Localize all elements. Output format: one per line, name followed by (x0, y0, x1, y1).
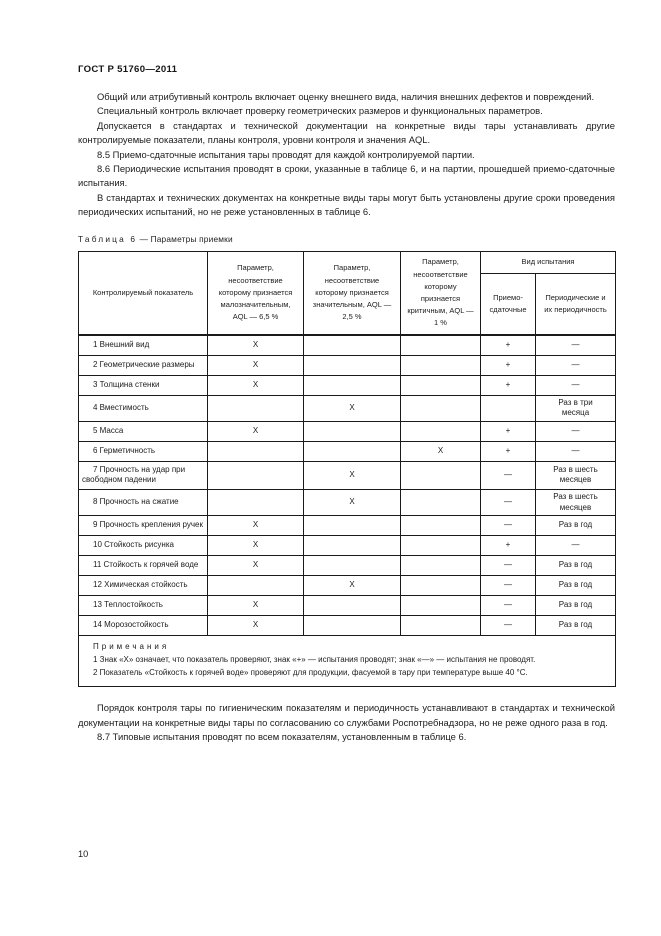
row-label: 3 Толщина стенки (79, 375, 208, 395)
table-caption-title: — Параметры приемки (139, 233, 233, 244)
aql-1-value (401, 335, 481, 355)
aql-1-value (401, 490, 481, 516)
periodic-value: Раз в год (536, 596, 616, 616)
aql-6-5-value: X (208, 616, 304, 636)
aql-6-5-value: X (208, 355, 304, 375)
aql-2-5-value (304, 556, 401, 576)
periodic-value: — (536, 441, 616, 461)
aql-6-5-value: X (208, 596, 304, 616)
aql-1-value (401, 616, 481, 636)
acceptance-value: — (481, 516, 536, 536)
row-label: 10 Стойкость рисунка (79, 536, 208, 556)
table-row (79, 536, 616, 556)
row-label: 2 Геометрические размеры (79, 355, 208, 375)
clause-8-5-paragraph: 8.5 Приемо-сдаточные испытания тары проводят для каждой контролируемой партии. (97, 148, 475, 160)
acceptance-value: + (481, 335, 536, 355)
periodic-value: — (536, 536, 616, 556)
intro-paragraph-6: В стандартах и технических документах на конкретные виды тары могут быть установлены другие сроки проведения периодических испытаний, но не реже установленных в таблице 6. (78, 191, 615, 218)
table-header (79, 251, 616, 335)
note-item-1: 1 Знак «X» означает, что показатель проверяют, знак «+» — испытания проводят; знак «—» — испытания не проводят. (93, 654, 536, 664)
aql-2-5-value: X (304, 461, 401, 489)
acceptance-value: — (481, 556, 536, 576)
aql-2-5-value (304, 441, 401, 461)
aql-1-value: X (401, 441, 481, 461)
aql-6-5-value: X (208, 536, 304, 556)
aql-1-value (401, 461, 481, 489)
intro-paragraph-3: Допускается в стандартах и технической документации на конкретные виды тары устанавливать другие контролируемые показатели, планы контроля, уровни контроля и значения AQL. (78, 119, 615, 146)
table-caption-label: Таблица 6 (78, 233, 138, 244)
table-row (79, 375, 616, 395)
aql-6-5-value (208, 395, 304, 421)
aql-1-value (401, 355, 481, 375)
header-test-type-group: Вид испытания (481, 251, 616, 273)
aql-2-5-value (304, 596, 401, 616)
periodic-value: — (536, 335, 616, 355)
acceptance-value: + (481, 536, 536, 556)
aql-6-5-value: X (208, 335, 304, 355)
acceptance-parameters-table (78, 251, 616, 688)
notes-heading: Примечания (93, 642, 170, 652)
row-label: 1 Внешний вид (79, 335, 208, 355)
table-row (79, 576, 616, 596)
aql-1-value (401, 536, 481, 556)
table-row (79, 556, 616, 576)
periodic-value: Раз в год (536, 616, 616, 636)
table-row (79, 395, 616, 421)
page-number: 10 (78, 849, 89, 859)
row-label: 14 Морозостойкость (79, 616, 208, 636)
aql-2-5-value (304, 536, 401, 556)
aql-6-5-value (208, 441, 304, 461)
table-row (79, 490, 616, 516)
periodic-value: — (536, 375, 616, 395)
header-aql-2-5: Параметр, несоответствие которому признается значительным, AQL — 2,5 % (304, 251, 401, 335)
aql-6-5-value (208, 461, 304, 489)
aql-2-5-value (304, 355, 401, 375)
acceptance-value: + (481, 421, 536, 441)
aql-1-value (401, 395, 481, 421)
table-row (79, 421, 616, 441)
acceptance-value: — (481, 576, 536, 596)
periodic-value: Раз в год (536, 576, 616, 596)
closing-section (78, 701, 615, 744)
acceptance-value: — (481, 490, 536, 516)
periodic-value: Раз в год (536, 516, 616, 536)
table-footer (79, 636, 616, 687)
table-body (79, 335, 616, 636)
table-row (79, 441, 616, 461)
clause-8-7-paragraph: 8.7 Типовые испытания проводят по всем показателям, установленным в таблице 6. (97, 731, 467, 743)
row-label: 9 Прочность крепления ручек (79, 516, 208, 536)
aql-6-5-value: X (208, 375, 304, 395)
row-label: 4 Вместимость (79, 395, 208, 421)
aql-1-value (401, 596, 481, 616)
aql-2-5-value: X (304, 490, 401, 516)
aql-1-value (401, 516, 481, 536)
acceptance-value: — (481, 616, 536, 636)
aql-2-5-value (304, 616, 401, 636)
aql-1-value (401, 576, 481, 596)
aql-1-value (401, 421, 481, 441)
table-notes (79, 636, 616, 687)
table-row (79, 355, 616, 375)
row-label: 8 Прочность на сжатие (79, 490, 208, 516)
table-row (79, 461, 616, 489)
aql-2-5-value: X (304, 576, 401, 596)
intro-paragraph-1: Общий или атрибутивный контроль включает оценку внешнего вида, наличия внешних дефектов и повреждений. (97, 91, 595, 102)
row-label: 7 Прочность на удар при свободном падении (79, 461, 208, 489)
header-aql-1: Параметр, несоответствие которому признается критичным, AQL — 1 % (401, 251, 481, 335)
aql-6-5-value: X (208, 556, 304, 576)
header-aql-6-5: Параметр, несоответствие которому признается малозначительным, AQL — 6,5 % (208, 251, 304, 335)
row-label: 11 Стойкость к горячей воде (79, 556, 208, 576)
clause-8-6-paragraph: 8.6 Периодические испытания проводят в сроки, указанные в таблице 6, и на партии, прошедшей приемо-сдаточные испытания. (78, 163, 615, 189)
periodic-value: — (536, 355, 616, 375)
acceptance-value: + (481, 355, 536, 375)
aql-1-value (401, 375, 481, 395)
header-indicator: Контролируемый показатель (79, 251, 208, 335)
table-row (79, 596, 616, 616)
row-label: 6 Герметичность (79, 441, 208, 461)
acceptance-value: + (481, 375, 536, 395)
header-periodic: Периодические и их периодичность (536, 273, 616, 335)
row-label: 5 Масса (79, 421, 208, 441)
periodic-value: Раз в три месяца (536, 395, 616, 421)
acceptance-value: — (481, 596, 536, 616)
aql-2-5-value (304, 335, 401, 355)
document-title: ГОСТ Р 51760—2011 (78, 64, 178, 75)
intro-paragraph-2: Специальный контроль включает проверку геометрических размеров и функциональных параметров. (97, 105, 543, 117)
acceptance-value: — (481, 461, 536, 489)
periodic-value: — (536, 421, 616, 441)
periodic-value: Раз в шесть месяцев (536, 490, 616, 516)
acceptance-value (481, 395, 536, 421)
table-row (79, 516, 616, 536)
table-caption (78, 234, 615, 244)
aql-6-5-value: X (208, 421, 304, 441)
aql-1-value (401, 556, 481, 576)
header-acceptance: Приемо-сдаточные (481, 273, 536, 335)
intro-section (78, 90, 615, 220)
aql-2-5-value: X (304, 395, 401, 421)
acceptance-value: + (481, 441, 536, 461)
aql-6-5-value (208, 490, 304, 516)
aql-6-5-value: X (208, 516, 304, 536)
aql-2-5-value (304, 421, 401, 441)
aql-2-5-value (304, 375, 401, 395)
closing-paragraph: Порядок контроля тары по гигиеническим показателям и периодичность устанавливают в стандартах и технической документации на конкретные виды тары по согласованию со службами Роспотребнадзора, но не реже одного раза в год. (78, 702, 615, 728)
row-label: 12 Химическая стойкость (79, 576, 208, 596)
page-content (78, 64, 615, 745)
periodic-value: Раз в год (536, 556, 616, 576)
note-item-2: 2 Показатель «Стойкость к горячей воде» проверяют для продукции, фасуемой в тару при температуре выше 40 °C. (93, 667, 528, 677)
table-row (79, 616, 616, 636)
aql-2-5-value (304, 516, 401, 536)
table-row (79, 335, 616, 355)
periodic-value: Раз в шесть месяцев (536, 461, 616, 489)
row-label: 13 Теплостойкость (79, 596, 208, 616)
aql-6-5-value (208, 576, 304, 596)
